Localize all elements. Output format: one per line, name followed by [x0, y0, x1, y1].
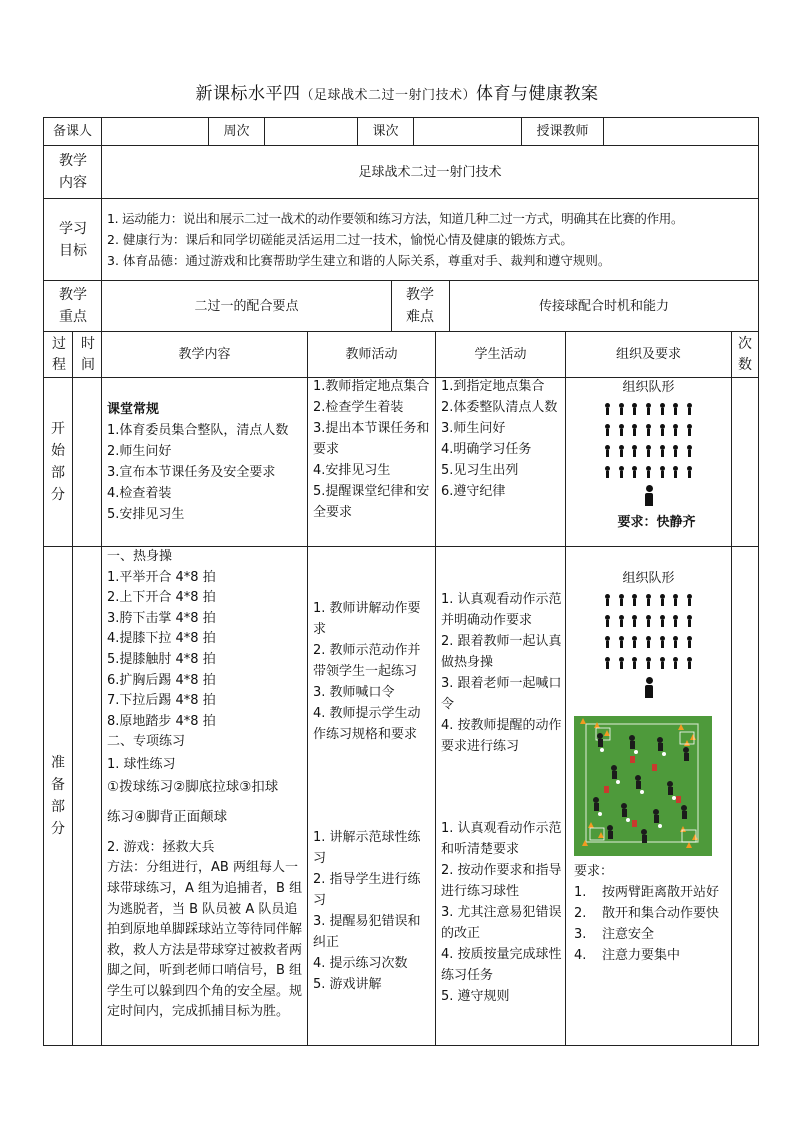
- prep-student-item: 1. 认真观看动作示范和听清楚要求: [441, 821, 562, 857]
- field-preparer-value: [102, 118, 208, 145]
- start-content: [107, 399, 307, 525]
- requirement-item: [574, 945, 729, 966]
- field-week-value: [265, 118, 357, 145]
- start-student-item: 1.到指定地点集合: [441, 379, 545, 394]
- start-student-activity: [441, 376, 563, 502]
- label-difficulty: 教学 难点: [406, 287, 434, 325]
- col-teacher-activity: 教师活动: [345, 347, 398, 362]
- col-time: 时 间: [81, 335, 95, 373]
- formation-students: [566, 589, 731, 673]
- requirement-number: 3.: [574, 927, 587, 942]
- prep-content-item: 2.上下开合 4*8 拍: [107, 590, 216, 606]
- label-learning-goals: 学习 目标: [59, 220, 87, 259]
- prep-teacher-item: 5. 游戏讲解: [313, 977, 382, 992]
- prep-student-item: 4. 按质按量完成球性练习任务: [441, 947, 562, 983]
- requirement-number: 2.: [574, 906, 587, 921]
- field-lesson-no-value: [414, 118, 521, 145]
- start-teacher-item: 4.安排见习生: [313, 463, 391, 478]
- start-teacher-item: 2.检查学生着装: [313, 400, 404, 415]
- goal-item: 1. 运动能力：说出和展示二过一战术的动作要领和练习方法，知道几种二过一方式，明确其在比赛的作用。: [107, 211, 684, 226]
- requirements-label: 要求：: [574, 864, 614, 879]
- requirement-number: 1.: [574, 885, 587, 900]
- start-teacher-item: 1.教师指定地点集合: [313, 379, 430, 394]
- requirement-text: 散开和集合动作要快: [602, 906, 720, 921]
- title-subtitle: （足球战术二过一射门技术）: [300, 88, 476, 103]
- start-student-item: 4.明确学习任务: [441, 442, 532, 457]
- prep-requirements: [574, 861, 729, 966]
- requirement-text: 注意力要集中: [602, 948, 681, 963]
- prep-student-item: 4. 按教师提醒的动作要求进行练习: [441, 718, 562, 754]
- label-lesson-no: 课次: [372, 124, 399, 139]
- document-title: [0, 79, 794, 104]
- prep-student-item: 2. 跟着教师一起认真做热身操: [441, 634, 562, 670]
- col-process: 过 程: [52, 335, 66, 373]
- start-student-item: 5.见习生出列: [441, 463, 519, 478]
- prep-student-item: 3. 跟着老师一起喊口令: [441, 676, 562, 712]
- prep-content-item: 一、热身操: [107, 549, 173, 564]
- prep-student-activity-b: [441, 818, 563, 1007]
- teacher-icon: [643, 485, 655, 507]
- label-week: 周次: [223, 124, 250, 139]
- prep-content-item: 方法：分组进行，AB 两组每人一球带球练习，A 组为追捕者，B 组为逃脱者，当 B 队员被 A 队员追拍到原地单脚踩球站立等待同伴解救，救人方法是带球穿过被救者两脚之间，听到老师口哨信号，B 组学生可以躲到四个角的安全屋。规定时间内，完成抓捕目标为胜。: [107, 860, 303, 1020]
- start-org-requirement: 要求：快静齐: [617, 515, 696, 530]
- requirement-item: [574, 924, 729, 945]
- prep-content-item: 4.提膝下拉 4*8 拍: [107, 631, 216, 647]
- stage-start: 开 始 部 分: [51, 421, 65, 503]
- start-org-title: 组织队形: [622, 380, 675, 395]
- prep-student-item: 2. 按动作要求和指导进行练习球性: [441, 863, 562, 899]
- start-teacher-activity: [313, 376, 433, 523]
- start-content-item: 3.宣布本节课任务及安全要求: [107, 465, 276, 480]
- prep-content-item: 7.下拉后踢 4*8 拍: [107, 693, 216, 709]
- prep-student-item: 1. 认真观看动作示范并明确动作要求: [441, 592, 562, 628]
- field-instructor-value: [604, 118, 758, 145]
- prep-teacher-item: 1. 教师讲解动作要求: [313, 601, 421, 637]
- start-content-item: 5.安排见习生: [107, 507, 185, 522]
- requirement-text: 注意安全: [602, 927, 655, 942]
- prep-org-title: 组织队形: [622, 571, 675, 586]
- prep-teacher-item: 3. 提醒易犯错误和纠正: [313, 914, 421, 950]
- prep-content-item: 二、专项练习: [107, 734, 186, 750]
- difficulty-value: 传接球配合时机和能力: [538, 298, 669, 314]
- goal-item: 2. 健康行为：课后和同学切磋能灵活运用二过一技术，愉悦心情及健康的锻炼方式。: [107, 232, 573, 247]
- prep-teacher-item: 3. 教师喊口令: [313, 685, 395, 700]
- goal-item: 3. 体育品德：通过游戏和比赛帮助学生建立和谐的人际关系，尊重对手、裁判和遵守规则。: [107, 253, 611, 268]
- start-content-item: 2.师生问好: [107, 444, 172, 459]
- prep-content-item: 5.提膝触肘 4*8 拍: [107, 651, 216, 667]
- col-repetitions: 次 数: [738, 335, 752, 373]
- prep-student-activity-a: [441, 589, 563, 757]
- start-content-title: 课堂常规: [107, 402, 160, 417]
- teaching-content-value: 足球战术二过一射门技术: [358, 164, 502, 180]
- start-organization: [566, 377, 731, 533]
- requirement-item: [574, 903, 729, 924]
- prep-student-item: 5. 遵守规则: [441, 989, 510, 1004]
- start-student-item: 3.师生问好: [441, 421, 506, 436]
- requirement-number: 4.: [574, 948, 587, 963]
- field-drill-diagram: [574, 716, 712, 856]
- prep-teacher-item: 4. 教师提示学生动作练习规格和要求: [313, 706, 421, 742]
- title-main-part-a: 新课标水平四: [195, 84, 301, 104]
- prep-teacher-item: 2. 教师示范动作并带领学生一起练习: [313, 643, 421, 679]
- prep-content: [107, 547, 304, 1023]
- start-student-item: 2.体委整队清点人数: [441, 400, 558, 415]
- requirement-item: [574, 882, 729, 903]
- start-student-item: 6.遵守纪律: [441, 484, 506, 499]
- col-organization: 组织及要求: [615, 347, 681, 362]
- prep-teacher-activity-a: [313, 598, 433, 745]
- formation-students: [566, 398, 731, 482]
- col-student-activity: 学生活动: [474, 347, 527, 362]
- prep-content-item: 练习④脚背正面颠球: [107, 809, 228, 826]
- field-drill-image: [574, 716, 712, 856]
- start-teacher-item: 3.提出本节课任务和要求: [313, 421, 430, 457]
- requirement-text: 按两臂距离散开站好: [602, 885, 720, 900]
- prep-content-item: 1.平举开合 4*8 拍: [107, 569, 216, 585]
- prep-content-item: ①拨球练习②脚底拉球③扣球: [107, 778, 279, 795]
- prep-content-item: 1. 球性练习: [107, 756, 176, 772]
- prep-teacher-activity-b: [313, 827, 433, 995]
- start-content-item: 1.体育委员集合整队，清点人数: [107, 423, 289, 438]
- learning-goals-list: [107, 208, 757, 271]
- prep-teacher-item: 1. 讲解示范球性练习: [313, 830, 421, 866]
- teacher-icon: [643, 677, 655, 699]
- title-main-part-b: 体育与健康教案: [476, 84, 599, 104]
- label-preparer: 备课人: [52, 124, 92, 139]
- prep-content-item: 8.原地踏步 4*8 拍: [107, 713, 216, 729]
- start-content-item: 4.检查着装: [107, 486, 172, 501]
- col-teaching-content: 教学内容: [178, 347, 231, 362]
- label-instructor: 授课教师: [536, 124, 589, 139]
- prep-organization: [566, 568, 731, 703]
- start-teacher-item: 5.提醒课堂纪律和安全要求: [313, 484, 430, 520]
- prep-student-item: 3. 尤其注意易犯错误的改正: [441, 905, 562, 941]
- stage-prep: 准 备 部 分: [51, 755, 65, 837]
- label-key-points: 教学 重点: [59, 287, 87, 325]
- prep-content-item: 6.扩胸后踢 4*8 拍: [107, 672, 216, 688]
- key-points-value: 二过一的配合要点: [194, 298, 299, 314]
- prep-teacher-item: 4. 提示练习次数: [313, 956, 408, 971]
- label-teaching-content: 教学 内容: [59, 153, 87, 191]
- prep-teacher-item: 2. 指导学生进行练习: [313, 872, 421, 908]
- prep-content-item: 3.胯下击掌 4*8 拍: [107, 610, 216, 626]
- prep-content-item: 2. 游戏：拯救大兵: [107, 839, 215, 855]
